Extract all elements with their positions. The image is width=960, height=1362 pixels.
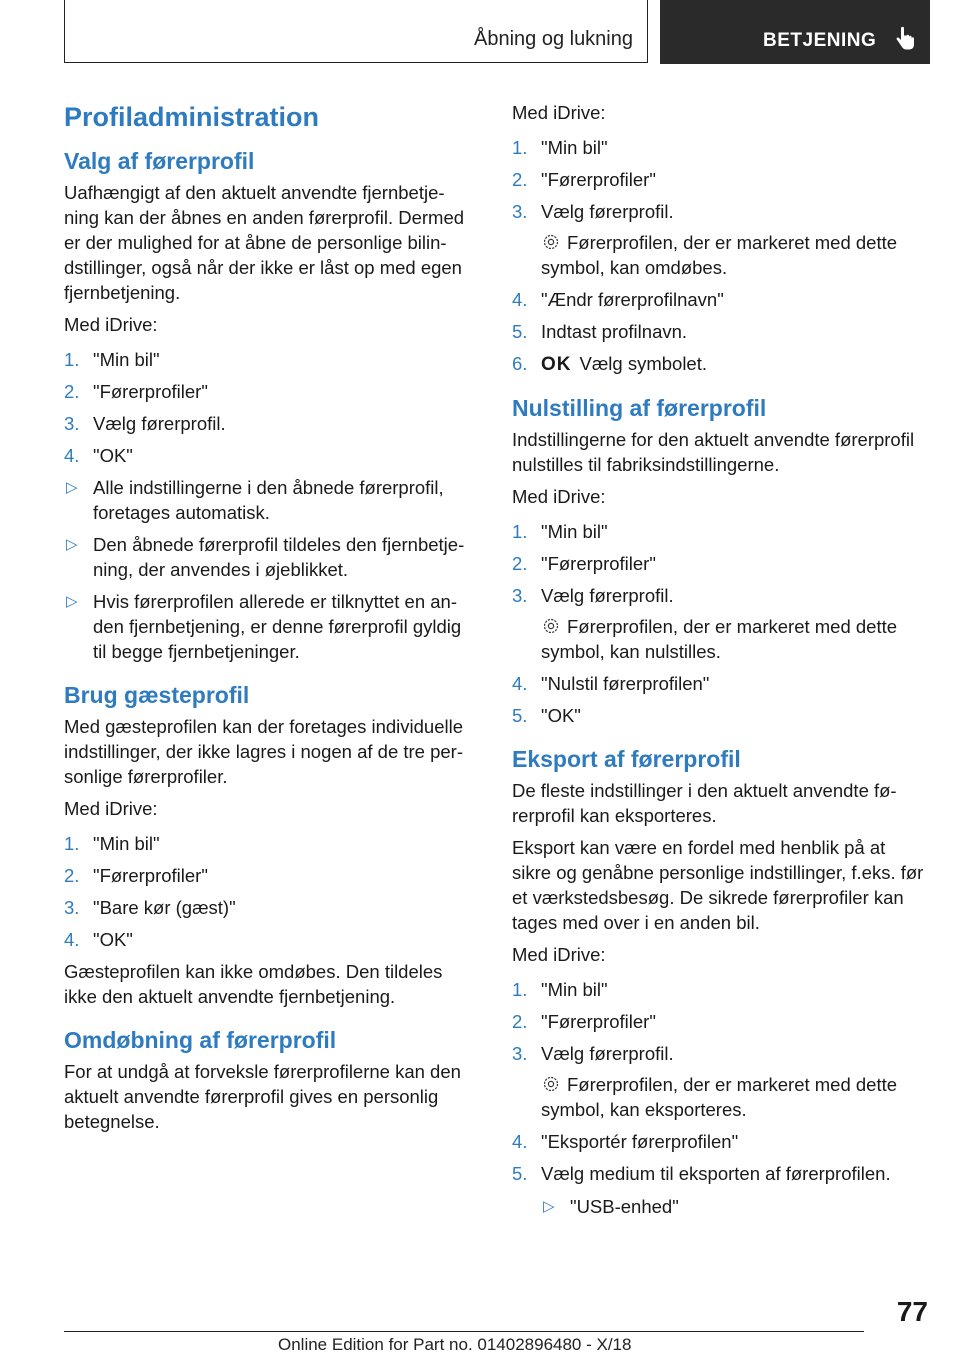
triangle-bullet-icon: ▷	[66, 536, 78, 553]
bullet-text: Den åbnede førerprofil tildeles den fjernbetje-ning, der anvendes i øjeblikket.	[93, 534, 465, 580]
list-item	[512, 703, 927, 728]
step-text: Vælg førerprofil.	[541, 201, 674, 222]
left-column	[64, 100, 479, 1150]
section-guest-profile	[64, 680, 479, 1009]
list-item	[512, 519, 927, 544]
list-item	[64, 532, 479, 582]
list-item	[512, 551, 927, 576]
step-text: "Førerprofiler"	[541, 1011, 656, 1032]
paragraph: For at undgå at forveksle førerprofilerne kan den aktuelt anvendte førerprofil gives en personlig betegnelse.	[64, 1061, 461, 1132]
step-number: 6.	[512, 353, 528, 374]
step-text: "Min bil"	[93, 833, 160, 854]
step-number: 3.	[512, 201, 528, 222]
step-number: 2.	[512, 1011, 528, 1032]
list-item	[64, 927, 479, 952]
footer-divider	[64, 1331, 864, 1332]
step-number: 4.	[64, 445, 80, 466]
list-item	[512, 1129, 927, 1154]
step-number: 2.	[64, 865, 80, 886]
list-item	[512, 319, 927, 344]
list-item	[64, 831, 479, 856]
list-item	[512, 287, 927, 312]
step-text: "Min bil"	[93, 349, 160, 370]
list-item	[64, 895, 479, 920]
step-text: "OK"	[93, 929, 133, 950]
section-export-profile	[512, 744, 927, 1219]
step-number: 3.	[512, 1043, 528, 1064]
right-column	[512, 100, 927, 1235]
ok-icon: OK	[541, 354, 572, 375]
list-item	[64, 347, 479, 372]
step-list	[64, 347, 479, 664]
step-text: "Bare kør (gæst)"	[93, 897, 236, 918]
sub-bullet-list	[541, 1194, 927, 1219]
step-text: Vælg førerprofil.	[93, 413, 226, 434]
triangle-bullet-icon: ▷	[66, 479, 78, 496]
page-header	[64, 0, 930, 64]
with-idrive-label: Med iDrive:	[512, 486, 606, 507]
step-text: "Min bil"	[541, 137, 608, 158]
chapter-title: BETJENING	[763, 30, 877, 51]
paragraph: Eksport kan være en fordel med henblik på at sikre og genåbne personlige indstillinger, f.eks. før et værkstedsbesøg. De sikrede førerprofiler kan tages med over i en anden bil.	[512, 837, 924, 933]
step-number: 3.	[64, 897, 80, 918]
step-number: 1.	[512, 979, 528, 1000]
step-number: 4.	[512, 1131, 528, 1152]
step-number: 5.	[512, 1163, 528, 1184]
list-item	[512, 135, 927, 160]
step-number: 3.	[512, 585, 528, 606]
step-list	[512, 519, 927, 728]
section-heading: Valg af førerprofil	[64, 148, 255, 174]
with-idrive-label: Med iDrive:	[512, 102, 606, 123]
step-list	[512, 977, 927, 1219]
list-item	[512, 1161, 927, 1219]
step-text: "Min bil"	[541, 979, 608, 1000]
bullet-text: Alle indstillingerne i den åbnede førerprofil, foretages automatisk.	[93, 477, 444, 523]
step-note	[541, 614, 927, 664]
section-reset-profile	[512, 393, 927, 728]
step-number: 1.	[512, 137, 528, 158]
step-number: 4.	[512, 673, 528, 694]
page-number: 77	[896, 1296, 928, 1327]
section-rename-profile	[64, 1025, 479, 1134]
paragraph: De fleste indstillinger i den aktuelt anvendte fø-rerprofil kan eksporteres.	[512, 780, 897, 826]
step-text: "OK"	[93, 445, 133, 466]
step-text: "Eksportér førerprofilen"	[541, 1131, 739, 1152]
step-text: "Førerprofiler"	[93, 381, 208, 402]
list-item	[64, 475, 479, 525]
note-text: Førerprofilen, der er markeret med dette symbol, kan eksporteres.	[541, 1074, 898, 1120]
list-item	[512, 199, 927, 280]
step-text: Indtast profilnavn.	[541, 321, 688, 342]
step-number: 4.	[64, 929, 80, 950]
hand-pointer-icon	[892, 26, 918, 52]
list-item	[512, 977, 927, 1002]
section-title: Åbning og lukning	[473, 28, 633, 50]
list-item	[512, 167, 927, 192]
paragraph: Med gæsteprofilen kan der foretages individuelle indstillinger, der ikke lagres i nogen af de tre per-sonlige førerprofiler.	[64, 716, 464, 787]
step-text: Vælg førerprofil.	[541, 1043, 674, 1064]
list-item	[512, 351, 927, 377]
step-number: 3.	[64, 413, 80, 434]
step-text: Vælg symbolet.	[579, 353, 707, 374]
list-item	[64, 379, 479, 404]
step-text: Vælg medium til eksporten af førerprofilen.	[541, 1163, 891, 1184]
step-number: 2.	[64, 381, 80, 402]
list-item	[512, 671, 927, 696]
list-item	[64, 411, 479, 436]
step-list	[64, 831, 479, 952]
step-number: 1.	[64, 833, 80, 854]
section-heading: Omdøbning af førerprofil	[64, 1027, 337, 1053]
header-section-box	[64, 0, 648, 63]
bullet-text: "USB-enhed"	[570, 1196, 679, 1217]
triangle-bullet-icon: ▷	[66, 593, 78, 610]
list-item	[64, 589, 479, 664]
with-idrive-label: Med iDrive:	[512, 944, 606, 965]
step-text: "OK"	[541, 705, 581, 726]
section-heading: Eksport af førerprofil	[512, 746, 741, 772]
step-text: "Min bil"	[541, 521, 608, 542]
paragraph: Indstillingerne for den aktuelt anvendte førerprofil nulstilles til fabriksindstillingerne.	[512, 429, 915, 475]
gear-icon	[541, 1074, 561, 1094]
footer-edition: Online Edition for Part no. 01402896480 - X/18	[278, 1335, 632, 1354]
list-item	[541, 1194, 927, 1219]
step-number: 1.	[64, 349, 80, 370]
step-number: 2.	[512, 169, 528, 190]
section-rename-steps	[512, 100, 927, 377]
step-text: "Nulstil førerprofilen"	[541, 673, 710, 694]
section-heading: Nulstilling af førerprofil	[512, 395, 767, 421]
step-number: 2.	[512, 553, 528, 574]
step-text: "Førerprofiler"	[541, 169, 656, 190]
paragraph: Gæsteprofilen kan ikke omdøbes. Den tildeles ikke den aktuelt anvendte fjernbetjening.	[64, 961, 443, 1007]
step-note	[541, 1072, 927, 1122]
step-note	[541, 230, 927, 280]
step-number: 5.	[512, 321, 528, 342]
with-idrive-label: Med iDrive:	[64, 314, 158, 335]
note-text: Førerprofilen, der er markeret med dette symbol, kan omdøbes.	[541, 232, 898, 278]
list-item	[512, 1041, 927, 1122]
step-text: Vælg førerprofil.	[541, 585, 674, 606]
step-number: 4.	[512, 289, 528, 310]
list-item	[64, 863, 479, 888]
page-title: Profiladministration	[64, 102, 320, 132]
triangle-bullet-icon: ▷	[543, 1198, 555, 1215]
step-text: "Førerprofiler"	[541, 553, 656, 574]
gear-icon	[541, 232, 561, 252]
with-idrive-label: Med iDrive:	[64, 798, 158, 819]
header-chapter-box	[660, 0, 930, 64]
step-text: "Ændr førerprofilnavn"	[541, 289, 724, 310]
step-number: 5.	[512, 705, 528, 726]
step-list	[512, 135, 927, 377]
gear-icon	[541, 616, 561, 636]
list-item	[64, 443, 479, 468]
section-select-profile	[64, 146, 479, 664]
step-text: "Førerprofiler"	[93, 865, 208, 886]
list-item	[512, 1009, 927, 1034]
bullet-text: Hvis førerprofilen allerede er tilknyttet en an-den fjernbetjening, er denne førerprofil gyldig til begge fjernbetjeninger.	[93, 591, 462, 662]
list-item	[512, 583, 927, 664]
section-heading: Brug gæsteprofil	[64, 682, 250, 708]
paragraph: Uafhængigt af den aktuelt anvendte fjernbetje-ning kan der åbnes en anden førerprofil. Dermed er der mulighed for at åbne de personlige bilin-dstillinger, også når der ikke er låst op med egen fjernbetjening.	[64, 182, 465, 303]
note-text: Førerprofilen, der er markeret med dette symbol, kan nulstilles.	[541, 616, 898, 662]
step-number: 1.	[512, 521, 528, 542]
